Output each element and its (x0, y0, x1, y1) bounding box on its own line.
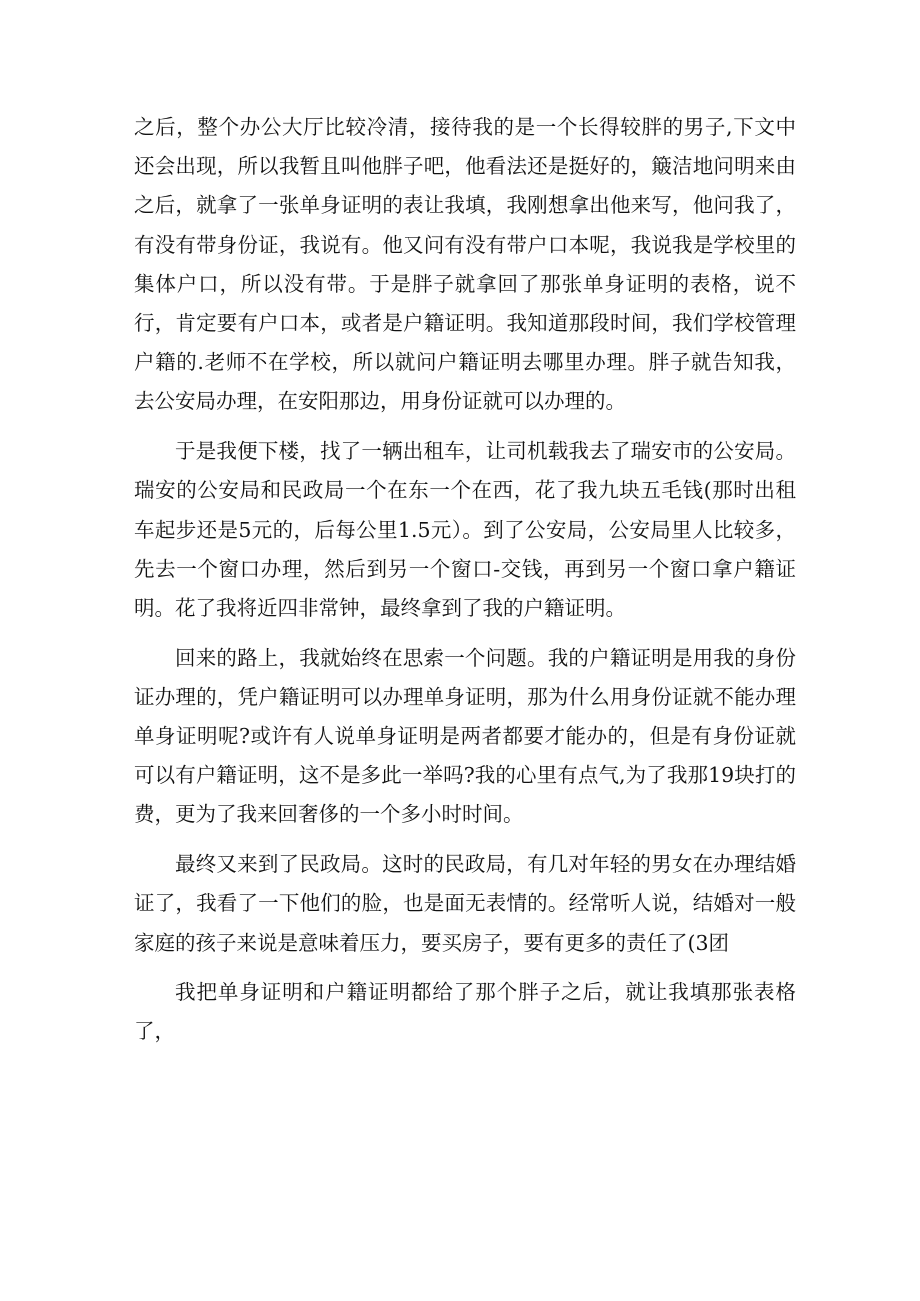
paragraph-2: 于是我便下楼，找了一辆出租车，让司机载我去了瑞安市的公安局。瑞安的公安局和民政局一个在东一个在西，花了我九块五毛钱(那时出租车起步还是5元的，后每公里1.5元）。到了公安局，公安局里人比较多，先去一个窗口办理，然后到另一个窗口-交钱，再到另一个窗口拿户籍证明。花了我将近四非常钟，最终拿到了我的户籍证明。 (134, 439, 796, 620)
paragraph-3: 回来的路上，我就始终在思索一个问题。我的户籍证明是用我的身份证办理的，凭户籍证明可以办理单身证明，那为什么用身份证就不能办理单身证明呢?或许有人说单身证明是两者都要才能办的，但是有身份证就可以有户籍证明，这不是多此一举吗?我的心里有点气,为了我那19块打的费，更为了我来回奢侈的一个多小时时间。 (134, 645, 796, 827)
document-body (134, 108, 796, 1062)
paragraph-1: 之后，整个办公大厅比较冷清，接待我的是一个长得较胖的男子,下文中还会出现，所以我暂且叫他胖子吧，他看法还是挺好的，簸洁地问明来由之后，就拿了一张单身证明的表让我填，我刚想拿出他来写，他问我了，有没有带身份证，我说有。他又问有没有带户口本呢，我说我是学校里的集体户口，所以没有带。于是胖子就拿回了那张单身证明的表格，说不行，肯定要有户口本，或者是户籍证明。我知道那段时间，我们学校管理户籍的.老师不在学校，所以就问户籍证明去哪里办理。胖子就告知我，去公安局办理，在安阳那边，用身份证就可以办理的。 (134, 115, 796, 414)
paragraph-5: 我把单身证明和户籍证明都给了那个胖子之后，就让我填那张表格了， (134, 980, 796, 1044)
paragraph-4: 最终又来到了民政局。这时的民政局，有几对年轻的男女在办理结婚证了，我看了一下他们的脸，也是面无表情的。经常听人说，结婚对一般家庭的孩子来说是意味着压力，要买房子，要有更多的责任了(3团 (134, 852, 796, 955)
